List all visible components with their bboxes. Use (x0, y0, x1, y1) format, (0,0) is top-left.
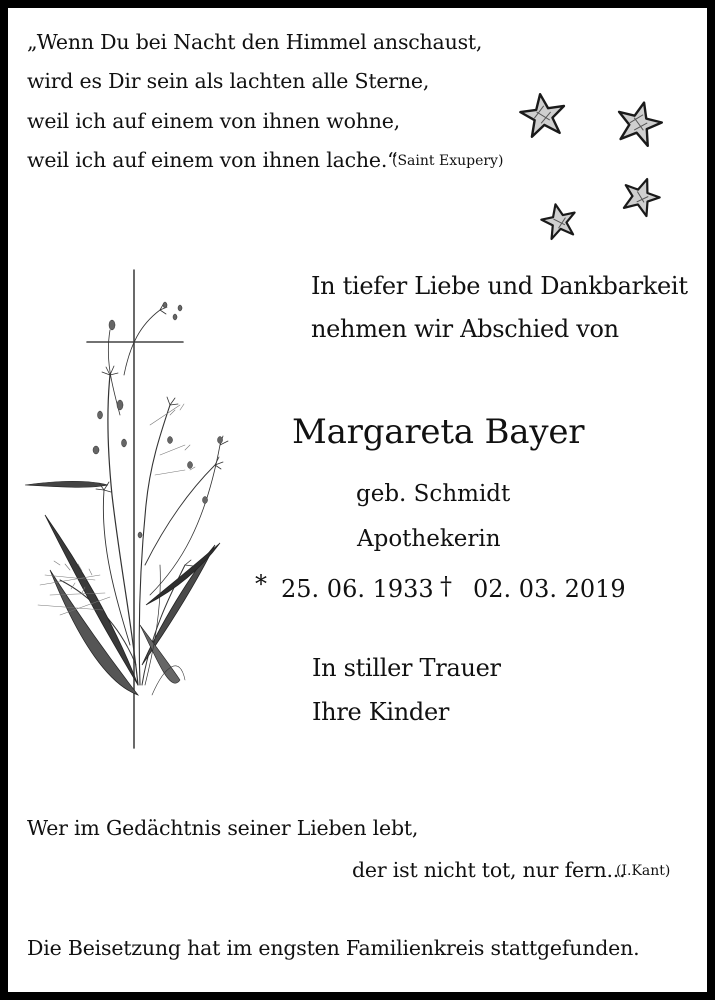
cross-with-flowers-icon (20, 265, 235, 755)
deceased-profession: Apothekerin (357, 526, 501, 552)
birth-date: 25. 06. 1933 (281, 575, 434, 603)
mourners-line-1: In stiller Trauer (312, 654, 501, 682)
star-icon (539, 202, 579, 240)
death-date: 02. 03. 2019 (473, 575, 626, 603)
opening-quote-line-4: weil ich auf einem von ihnen lache.“ (27, 148, 398, 172)
opening-quote-author: (Saint Exupery) (392, 153, 504, 169)
intro-line-1: In tiefer Liebe und Dankbarkeit (311, 272, 688, 300)
deceased-name: Margareta Bayer (292, 412, 585, 452)
deceased-maiden-name: geb. Schmidt (356, 481, 511, 507)
closing-quote-author: (I.Kant) (616, 863, 671, 879)
star-icon (613, 100, 665, 146)
mourners-line-2: Ihre Kinder (312, 698, 450, 726)
opening-quote-line-3: weil ich auf einem von ihnen wohne, (27, 109, 400, 133)
opening-quote-line-2: wird es Dir sein als lachten alle Sterne, (27, 69, 430, 93)
death-symbol: † (440, 572, 452, 600)
star-icon (518, 92, 568, 138)
birth-symbol: * (255, 570, 267, 598)
opening-quote-line-1: „Wenn Du bei Nacht den Himmel anschaust, (27, 30, 483, 54)
closing-quote-line-2: der ist nicht tot, nur fern... (352, 858, 626, 882)
burial-note: Die Beisetzung hat im engsten Familienkreis stattgefunden. (27, 936, 640, 960)
closing-quote-line-1: Wer im Gedächtnis seiner Lieben lebt, (27, 816, 419, 840)
intro-line-2: nehmen wir Abschied von (311, 315, 619, 343)
star-icon (620, 176, 662, 216)
